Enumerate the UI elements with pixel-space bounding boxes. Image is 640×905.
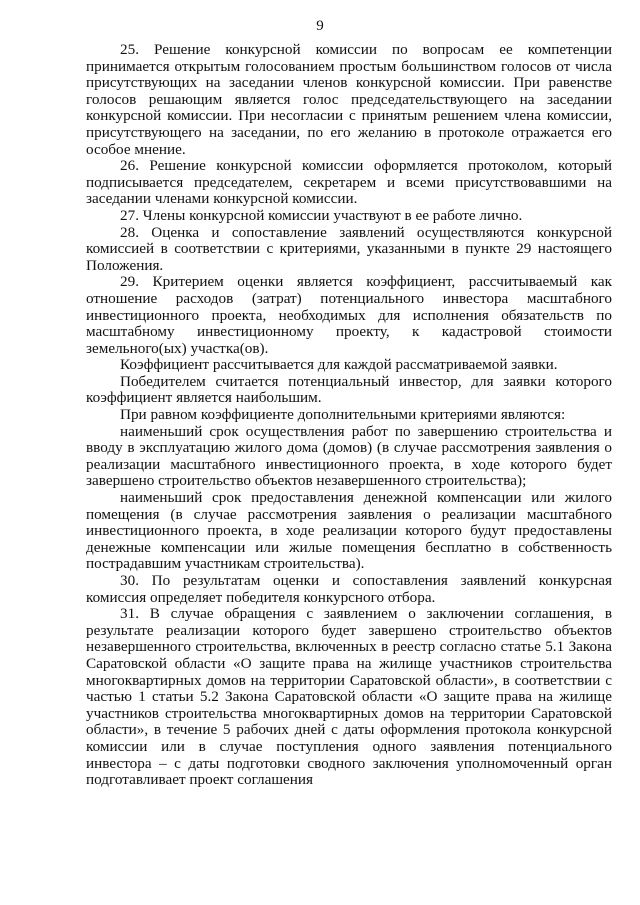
paragraph-27: 27. Члены конкурсной комиссии участвуют в ее работе лично. [120,206,523,224]
paragraph-25: 25. Решение конкурсной комиссии по вопросам ее компетенции принимается открытым голосованием простым большинством голосов от числа присутствующих на заседании членов конкурсной комиссии. При равенстве голосов решающим является голос председательствующего на заседании конкурсной комиссии. При несогласии с принятым решением члена комиссии, присутствующего на заседании, по его желанию в протоколе отражается его особое мнение. [86,41,612,158]
paragraph-31: 31. В случае обращения с заявлением о заключении соглашения, в результате реализации которого будет завершено строительство объектов незавершенного строительства, включенных в реестр согласно статье 5.1 Закона Саратовской области «О защите права на жилище участников строительства многоквартирных домов на территории Саратовской области», в соответствии с частью 1 статьи 5.2 Закона Саратовской области «О защите права на жилище участников строительства многоквартирных домов на территории Саратовской области», в течение 5 рабочих дней с даты оформления протокола конкурсной комиссии или в случае поступления одного заявления потенциального инвестора – с даты подготовки сводного заключения уполномоченный орган подготавливает проект соглашения [86,605,612,789]
page-number: 9 [316,18,324,34]
paragraph-additional-criteria: При равном коэффициенте дополнительными критериями являются: [120,406,566,424]
paragraph-29: 29. Критерием оценки является коэффициент, рассчитываемый как отношение расходов (затрат) потенциального инвестора масштабного инвестиционного проекта, необходимых для исполнения обязательств по масштабному инвестиционному проекту, к кадастровой стоимости земельного(ых) участка(ов). [86,273,612,357]
paragraph-28: 28. Оценка и сопоставление заявлений осуществляются конкурсной комиссией в соответствии с критериями, указанными в пункте 29 настоящего Положения. [86,223,612,274]
criterion-compensation-term: наименьший срок предоставления денежной компенсации или жилого помещения (в случае рассмотрения заявления о реализации масштабного инвестиционного проекта, в ходе реализации которого будут предоставлены денежные компенсации или жилые помещения бесплатно в собственность пострадавшим участникам строительства). [86,489,612,573]
paragraph-coefficient-note: Коэффициент рассчитывается для каждой рассматриваемой заявки. [120,356,558,374]
document-body [86,42,612,789]
paragraph-winner-rule: Победителем считается потенциальный инвестор, для заявки которого коэффициент является наибольшим. [86,372,612,407]
criterion-construction-term: наименьший срок осуществления работ по завершению строительства и вводу в эксплуатацию жилого дома (домов) (в случае рассмотрения заявления о реализации масштабного инвестиционного проекта, в ходе которого будет завершено строительство объектов незавершенного строительства); [86,422,612,490]
paragraph-26: 26. Решение конкурсной комиссии оформляется протоколом, который подписывается председателем, секретарем и всеми присутствовавшими на заседании членами конкурсной комиссии. [86,157,612,208]
paragraph-30: 30. По результатам оценки и сопоставления заявлений конкурсная комиссия определяет победителя конкурсного отбора. [86,572,612,606]
